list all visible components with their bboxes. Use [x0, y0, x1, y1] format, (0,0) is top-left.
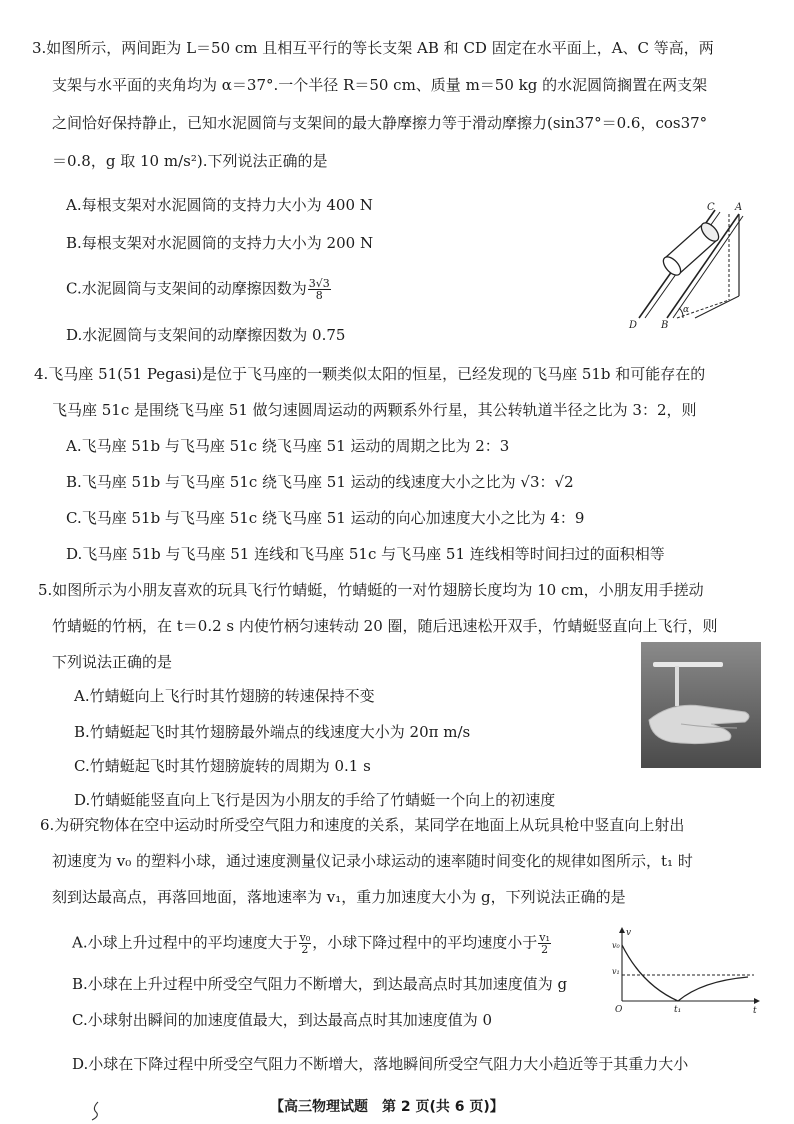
q4-option-d: D.飞马座 51b 与飞马座 51 连线和飞马座 51c 与飞马座 51 连线相等时间扫过的面积相等	[66, 545, 665, 563]
q6-option-a-part1: A.小球上升过程中的平均速度大于	[72, 933, 298, 952]
photo-background	[641, 642, 761, 768]
q4-option-b: B.飞马座 51b 与飞马座 51c 绕飞马座 51 运动的线速度大小之比为 √3：√2	[66, 473, 574, 491]
pen-mark	[88, 1100, 102, 1122]
label-d: D	[629, 320, 638, 330]
q5-stem-line-3: 下列说法正确的是	[52, 653, 173, 671]
q3-option-c	[66, 278, 332, 301]
q3-option-d: D.水泥圆筒与支架间的动摩擦因数为 0.75	[66, 326, 346, 344]
page-footer: 【高三物理试题 第 2 页(共 6 页)】	[270, 1099, 504, 1115]
q6-fraction-1	[299, 932, 312, 955]
label-c: C	[707, 202, 715, 213]
label-t: t	[753, 1006, 757, 1015]
label-b: B	[661, 320, 669, 330]
q3-option-c-text: C.水泥圆筒与支架间的动摩擦因数为	[66, 279, 307, 298]
q6-stem-line-2: 初速度为 v₀ 的塑料小球，通过速度测量仪记录小球运动的速率随时间变化的规律如图所示，t₁ 时	[52, 852, 693, 870]
q3-stem-line-3: 之间恰好保持静止，已知水泥圆筒与支架间的最大静摩擦力等于滑动摩擦力(sin37°＝0.6，cos37°	[52, 114, 708, 132]
q6-stem-line-1: 6.为研究物体在空中运动时所受空气阻力和速度的关系，某同学在地面上从玩具枪中竖直向上射出	[40, 816, 685, 834]
label-origin: O	[615, 1005, 623, 1015]
q3-incline-figure	[625, 200, 755, 330]
q3-stem-line-1: 3.如图所示，两间距为 L＝50 cm 且相互平行的等长支架 AB 和 CD 固定在水平面上，A、C 等高，两	[32, 39, 714, 57]
label-v0: v₀	[612, 941, 620, 950]
q6-stem-line-3: 刻到达最高点，再落回地面，落地速率为 v₁，重力加速度大小为 g，下列说法正确的是	[52, 888, 626, 906]
q4-stem-line-1: 4.飞马座 51(51 Pegasi)是位于飞马座的一颗类似太阳的恒星，已经发现的飞马座 51b 和可能存在的	[34, 365, 706, 383]
q6-fraction-1-numerator: v₀	[299, 931, 311, 944]
q6-option-c: C.小球射出瞬间的加速度值最大，到达最高点时其加速度值为 0	[72, 1011, 493, 1029]
q5-option-b: B.竹蜻蜓起飞时其竹翅膀最外端点的线速度大小为 20π m/s	[74, 723, 471, 741]
q4-option-a: A.飞马座 51b 与飞马座 51c 绕飞马座 51 运动的周期之比为 2：3	[66, 437, 510, 455]
base-edge	[695, 296, 739, 318]
q5-stem-line-2: 竹蜻蜓的竹柄，在 t＝0.2 s 内使竹柄匀速转动 20 圈，随后迅速松开双手，竹蜻蜓竖直向上飞行，则	[52, 617, 718, 635]
q5-option-a: A.竹蜻蜓向上飞行时其竹翅膀的转速保持不变	[74, 687, 375, 705]
v-axis-arrow	[619, 927, 625, 933]
q6-fraction-2-numerator: v₁	[539, 931, 550, 944]
q6-fraction-2	[538, 932, 551, 955]
label-alpha: α	[683, 305, 690, 315]
dragonfly-stick	[675, 666, 679, 706]
q3-stem-line-2: 支架与水平面的夹角均为 α＝37°.一个半径 R＝50 cm、质量 m＝50 kg 的水泥圆筒搁置在两支架	[52, 76, 708, 94]
q5-stem-line-1: 5.如图所示为小朋友喜欢的玩具飞行竹蜻蜓，竹蜻蜓的一对竹翅膀长度均为 10 cm，小朋友用手搓动	[38, 581, 704, 599]
dragonfly-wing	[653, 662, 723, 667]
q6-fraction-1-denominator: 2	[301, 943, 309, 956]
q6-fraction-2-denominator: 2	[541, 943, 549, 956]
q6-velocity-time-graph	[612, 925, 762, 1015]
q6-option-a-part2: ，小球下降过程中的平均速度小于	[312, 933, 538, 952]
q6-option-a	[72, 932, 552, 955]
q3-option-c-fraction	[308, 278, 331, 301]
q3-fraction-denominator: 8	[315, 289, 323, 302]
label-t1: t₁	[674, 1005, 682, 1015]
q3-option-b: B.每根支架对水泥圆筒的支持力大小为 200 N	[66, 234, 374, 252]
label-v: v	[626, 928, 632, 938]
q6-option-b: B.小球在上升过程中所受空气阻力不断增大，到达最高点时其加速度值为 g	[72, 975, 568, 993]
q3-option-a: A.每根支架对水泥圆筒的支持力大小为 400 N	[66, 196, 373, 214]
q3-fraction-numerator: 3√3	[308, 277, 330, 290]
speed-curve	[622, 945, 748, 1001]
q6-option-d: D.小球在下降过程中所受空气阻力不断增大，落地瞬间所受空气阻力大小趋近等于其重力大小	[72, 1055, 689, 1073]
label-a: A	[735, 202, 743, 213]
q4-option-c: C.飞马座 51b 与飞马座 51c 绕飞马座 51 运动的向心加速度大小之比为 4：9	[66, 509, 585, 527]
bamboo-dragonfly-photo	[641, 642, 761, 768]
q5-option-d: D.竹蜻蜓能竖直向上飞行是因为小朋友的手给了竹蜻蜓一个向上的初速度	[74, 791, 556, 809]
label-v1: v₁	[612, 967, 620, 976]
q4-stem-line-2: 飞马座 51c 是围绕飞马座 51 做匀速圆周运动的两颗系外行星，其公转轨道半径之比为 3：2，则	[52, 401, 697, 419]
t-axis-arrow	[754, 998, 760, 1004]
q5-option-c: C.竹蜻蜓起飞时其竹翅膀旋转的周期为 0.1 s	[74, 757, 371, 775]
q3-stem-line-4: ＝0.8，g 取 10 m/s²).下列说法正确的是	[52, 152, 328, 170]
